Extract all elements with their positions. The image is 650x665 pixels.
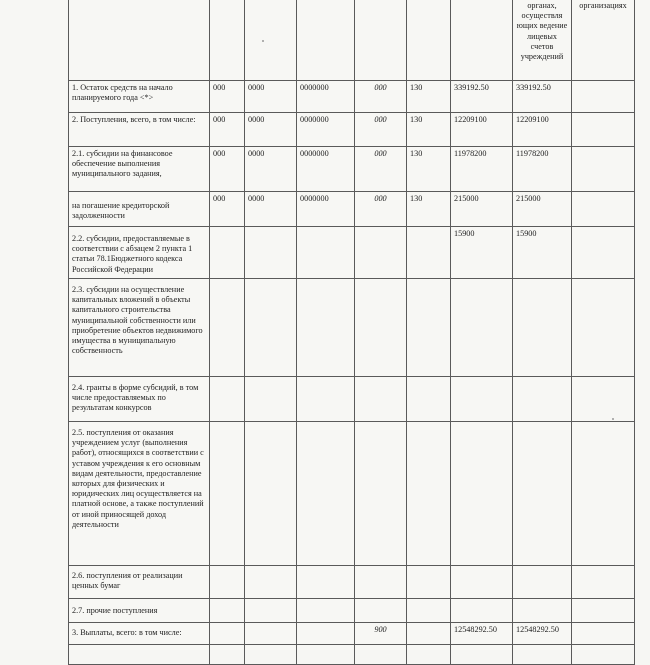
cell-code-3 <box>297 566 355 599</box>
cell-orgs <box>572 599 635 623</box>
cell-total: 339192.50 <box>451 81 513 113</box>
cell-code-1 <box>210 623 245 645</box>
cell-code-1 <box>210 377 245 422</box>
table-header-row <box>69 0 635 81</box>
cell-orgs <box>572 192 635 227</box>
cell-orgs <box>572 147 635 192</box>
cell-code-1: 000 <box>210 192 245 227</box>
row-label: 3. Выплаты, всего: в том числе: <box>69 623 210 645</box>
cell-orgs <box>572 113 635 147</box>
table-row <box>69 599 635 623</box>
cell-code-1 <box>210 227 245 279</box>
cell-code-5 <box>407 422 451 566</box>
cell-code-2 <box>245 566 297 599</box>
cell-total <box>451 377 513 422</box>
header-col-8: организациях <box>572 0 635 81</box>
cell-code-1 <box>210 566 245 599</box>
cell-code-1 <box>210 599 245 623</box>
cell-total: 15900 <box>451 227 513 279</box>
cell-code-5 <box>407 623 451 645</box>
cell-code-3: 0000000 <box>297 113 355 147</box>
cell-accounts: 339192.50 <box>513 81 572 113</box>
cell-code-1 <box>210 645 245 665</box>
financial-plan-table <box>68 0 635 665</box>
cell-total <box>451 645 513 665</box>
cell-code-4 <box>355 227 407 279</box>
header-cell <box>407 0 451 81</box>
cell-code-2 <box>245 279 297 377</box>
row-label: 2.1. субсидии на финансовое обеспечение выполнения муниципального задания, <box>69 147 210 192</box>
cell-code-2 <box>245 645 297 665</box>
table-row <box>69 279 635 377</box>
row-label <box>69 645 210 665</box>
cell-code-4 <box>355 279 407 377</box>
cell-total: 12548292.50 <box>451 623 513 645</box>
cell-code-3 <box>297 377 355 422</box>
table-row <box>69 192 635 227</box>
cell-accounts: 215000 <box>513 192 572 227</box>
cell-orgs <box>572 623 635 645</box>
row-label: 2.7. прочие поступления <box>69 599 210 623</box>
cell-code-5 <box>407 377 451 422</box>
cell-total <box>451 279 513 377</box>
cell-code-3: 0000000 <box>297 147 355 192</box>
cell-code-2 <box>245 623 297 645</box>
row-label: 2. Поступления, всего, в том числе: <box>69 113 210 147</box>
cell-code-2: 0000 <box>245 81 297 113</box>
table-row <box>69 147 635 192</box>
table-row <box>69 422 635 566</box>
cell-code-3 <box>297 422 355 566</box>
cell-code-1: 000 <box>210 113 245 147</box>
cell-orgs <box>572 566 635 599</box>
cell-code-4: 000 <box>355 113 407 147</box>
cell-accounts <box>513 279 572 377</box>
cell-code-4 <box>355 377 407 422</box>
cell-code-4: 000 <box>355 81 407 113</box>
cell-total <box>451 566 513 599</box>
cell-code-3 <box>297 645 355 665</box>
cell-total <box>451 599 513 623</box>
table-row <box>69 81 635 113</box>
cell-code-5 <box>407 599 451 623</box>
header-cell <box>210 0 245 81</box>
cell-accounts: 15900 <box>513 227 572 279</box>
cell-code-2: 0000 <box>245 113 297 147</box>
cell-code-5: 130 <box>407 81 451 113</box>
header-col-7: органах, осуществля ющих ведение лицевых счетов учреждений <box>513 0 572 81</box>
cell-code-5: 130 <box>407 147 451 192</box>
cell-orgs <box>572 422 635 566</box>
cell-code-5 <box>407 566 451 599</box>
cell-accounts <box>513 645 572 665</box>
cell-code-5: 130 <box>407 192 451 227</box>
row-label: 1. Остаток средств на начало планируемого года <*> <box>69 81 210 113</box>
cell-code-2: 0000 <box>245 192 297 227</box>
row-label: на погашение кредиторской задолженности <box>69 192 210 227</box>
cell-accounts: 12209100 <box>513 113 572 147</box>
cell-code-2 <box>245 599 297 623</box>
cell-code-5 <box>407 227 451 279</box>
cell-code-5: 130 <box>407 113 451 147</box>
cell-total <box>451 422 513 566</box>
cell-total: 12209100 <box>451 113 513 147</box>
cell-code-4: 000 <box>355 147 407 192</box>
row-label: 2.4. гранты в форме субсидий, в том числе предоставляемых по результатам конкурсов <box>69 377 210 422</box>
cell-accounts <box>513 566 572 599</box>
cell-total: 11978200 <box>451 147 513 192</box>
row-label: 2.6. поступления от реализации ценных бумаг <box>69 566 210 599</box>
table-row <box>69 566 635 599</box>
header-cell <box>355 0 407 81</box>
row-label: 2.2. субсидии, предоставляемые в соответствии с абзацем 2 пункта 1 статьи 78.1Бюджетного кодекса Российской Федерации <box>69 227 210 279</box>
cell-code-4 <box>355 645 407 665</box>
header-cell <box>245 0 297 81</box>
cell-code-4 <box>355 599 407 623</box>
cell-code-1: 000 <box>210 147 245 192</box>
cell-code-4: 900 <box>355 623 407 645</box>
cell-code-3 <box>297 227 355 279</box>
table-row <box>69 113 635 147</box>
cell-accounts: 11978200 <box>513 147 572 192</box>
table-row <box>69 645 635 665</box>
cell-accounts <box>513 599 572 623</box>
cell-code-2 <box>245 422 297 566</box>
cell-code-4 <box>355 422 407 566</box>
header-cell <box>69 0 210 81</box>
cell-code-1 <box>210 279 245 377</box>
cell-code-3 <box>297 599 355 623</box>
header-cell <box>297 0 355 81</box>
cell-code-2 <box>245 227 297 279</box>
cell-code-3: 0000000 <box>297 192 355 227</box>
cell-code-3 <box>297 623 355 645</box>
cell-accounts <box>513 422 572 566</box>
cell-orgs <box>572 377 635 422</box>
cell-orgs <box>572 81 635 113</box>
cell-orgs <box>572 279 635 377</box>
cell-accounts: 12548292.50 <box>513 623 572 645</box>
table-row <box>69 623 635 645</box>
cell-total: 215000 <box>451 192 513 227</box>
cell-accounts <box>513 377 572 422</box>
row-label: 2.3. субсидии на осуществление капитальных вложений в объекты капитального строительства муниципальной собственности или приобретение объектов недвижимого имущества в муниципальную собственность <box>69 279 210 377</box>
table-row <box>69 377 635 422</box>
row-label: 2.5. поступления от оказания учреждением услуг (выполнения работ), относящихся в соответствии с уставом учреждения к его основным видам деятельности, предоставление которых для физических и юридических лиц осуществляется на платной основе, а также поступлений от иной приносящей доход деятельности <box>69 422 210 566</box>
cell-orgs <box>572 227 635 279</box>
cell-code-2 <box>245 377 297 422</box>
cell-code-1 <box>210 422 245 566</box>
cell-orgs <box>572 645 635 665</box>
cell-code-2: 0000 <box>245 147 297 192</box>
cell-code-4: 000 <box>355 192 407 227</box>
cell-code-3: 0000000 <box>297 81 355 113</box>
cell-code-5 <box>407 279 451 377</box>
cell-code-4 <box>355 566 407 599</box>
cell-code-5 <box>407 645 451 665</box>
header-cell <box>451 0 513 81</box>
cell-code-1: 000 <box>210 81 245 113</box>
cell-code-3 <box>297 279 355 377</box>
table-row <box>69 227 635 279</box>
